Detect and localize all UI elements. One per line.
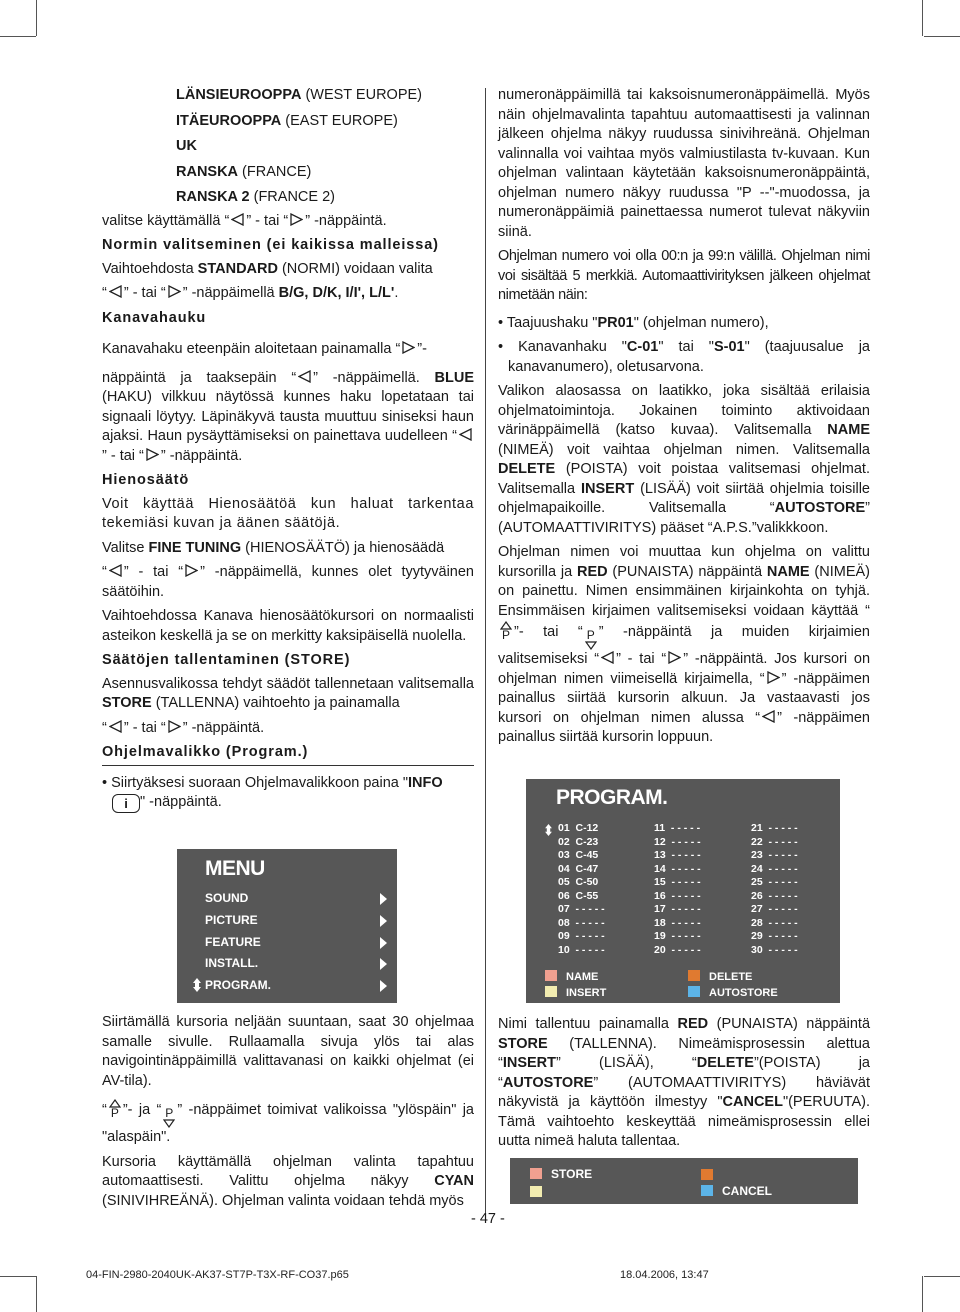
left-triangle-icon — [109, 720, 122, 733]
crop-mark — [36, 1276, 37, 1312]
crop-mark — [0, 1276, 36, 1277]
left-triangle-icon — [109, 564, 122, 577]
fine-tuning-heading: Hienosäätö — [102, 472, 190, 488]
left-column — [102, 86, 474, 818]
fine-tuning-note: Vaihtoehdossa Kanava hienosäätökursori on normaalisti asteikon keskellä ja se on merkitty kaksipäisellä nuolella. — [102, 608, 474, 644]
store-paragraph: Asennusvalikossa tehdyt säädöt tallennetaan valitsemalla STORE (TALLENNA) vaihtoehto ja painamalla — [102, 675, 474, 711]
store-osd-panel — [510, 1158, 858, 1204]
name-length-paragraph: Ohjelman numero voi olla 00:n ja 99:n välillä. Ohjelman nimi voi sisältää 5 merkkiä. Automaattivirityksen jälkeen ohjelmat nimetään näin: — [498, 248, 870, 303]
search-paragraph: Kanavahaku eteenpäin aloitetaan painamalla “ ”- — [102, 341, 427, 357]
search-heading: Kanavahauku — [102, 309, 207, 326]
program-row[interactable]: 17 - - - - - — [654, 903, 701, 915]
naming-bullet-freq: • Taajuushaku "PR01" (ohjelman numero), — [498, 314, 769, 331]
cursor-paragraph: Siirtämällä kursoria neljään suuntaan, saat 30 ohjelmaa samalle sivulle. Rullaamalla sivuja ylös tai alas navigointinäppäimillä valittavanasi on kaikki ohjelmat (ei AV-tila). — [102, 1014, 474, 1089]
yellow-key-swatch — [530, 1186, 542, 1197]
legend-autostore[interactable]: AUTOSTORE — [688, 986, 778, 999]
region-option: ITÄEUROOPPA (EAST EUROPE) — [176, 112, 398, 129]
store-keys: “ ” - tai “ ” -näppäintä. — [102, 719, 265, 736]
program-row[interactable]: 30 - - - - - — [751, 943, 798, 956]
select-instruction: valitse käyttämällä “ ” - tai “ ” -näppäintä. — [102, 212, 387, 229]
right-triangle-icon — [668, 651, 681, 664]
region-option: LÄNSIEUROOPPA (WEST EUROPE) — [176, 87, 422, 103]
selection-paragraph: numeronäppäimillä tai kaksoisnumeronäppäimellä. Myös näin ohjelmavalinta tapahtuu automaattisesti ja valinnan jälkeen ohjelma näkyy ruudussa sinivihreänä. Ohjelman valinnalla voi vaihtaa myös valmiustilasta tv-kuvaan. Kun ohjelman valintaan käytetään kaksoisnumeronäppäintä, ohjelman numero näkyy ruudussa "P --"-muodossa, ja numeronäppäimiä painettaessa numerot tulevat näkyviin siinä. — [498, 87, 870, 240]
left-triangle-icon — [298, 370, 311, 383]
right-triangle-icon — [402, 341, 415, 354]
program-row[interactable]: 19 - - - - - — [654, 930, 701, 942]
menu-arrow-icon — [380, 893, 387, 905]
program-list-column-3 — [751, 822, 798, 957]
program-row[interactable]: 21 - - - - - — [751, 822, 798, 834]
program-row[interactable]: 01 C-12 — [558, 822, 599, 834]
program-up-icon: P — [109, 1099, 121, 1119]
program-row[interactable]: 20 - - - - - — [654, 943, 701, 956]
program-row[interactable]: 03 C-45 — [558, 849, 599, 861]
crop-mark — [0, 36, 36, 37]
cyan-selection-paragraph: Kursoria käyttämällä ohjelman valinta tapahtuu automaattisesti. Valittu ohjelma näkyy CYAN (SINIVIHREÄNÄ). Ohjelman valinta voidaan tehdä myös — [102, 1153, 474, 1209]
legend-name[interactable]: NAME — [545, 970, 598, 983]
left-triangle-icon — [459, 428, 472, 441]
menu-osd-panel — [177, 849, 397, 1003]
region-option: RANSKA (FRANCE) — [176, 163, 312, 180]
program-row[interactable]: 06 C-55 — [558, 889, 599, 902]
menu-item-sound[interactable]: SOUND — [205, 891, 387, 907]
fine-tuning-select: Valitse FINE TUNING (HIENOSÄÄTÖ) ja hienosäädä — [102, 539, 445, 556]
info-button-icon: i — [112, 794, 140, 813]
menu-arrow-icon — [380, 937, 387, 949]
left-triangle-icon — [601, 651, 614, 664]
program-row[interactable]: 04 C-47 — [558, 862, 599, 875]
right-triangle-icon — [290, 213, 303, 226]
menu-osd-title: MENU — [205, 857, 265, 880]
norm-keys-line: “ ” - tai “ ” -näppäimellä B/G, D/K, I/I', L/L'. — [102, 285, 399, 301]
program-row[interactable]: 15 - - - - - — [654, 876, 701, 888]
program-up-icon: P — [500, 621, 512, 641]
program-row[interactable]: 22 - - - - - — [751, 835, 798, 848]
region-option: RANSKA 2 (FRANCE 2) — [176, 189, 335, 205]
column-divider — [485, 88, 486, 1214]
program-row[interactable]: 28 - - - - - — [751, 916, 798, 929]
red-key-swatch — [545, 970, 557, 981]
program-row[interactable]: 25 - - - - - — [751, 876, 798, 888]
footer-filename: 04-FIN-2980-2040UK-AK37-ST7P-T3X-RF-CO37.p65 — [86, 1269, 349, 1281]
menu-item-install[interactable]: INSTALL. — [205, 956, 387, 972]
crop-mark — [924, 1276, 960, 1277]
menu-item-program[interactable]: PROGRAM. — [205, 978, 387, 994]
right-column-lower — [498, 1015, 870, 1157]
left-triangle-icon — [109, 285, 122, 298]
left-triangle-icon — [762, 710, 775, 723]
program-row[interactable]: 27 - - - - - — [751, 903, 798, 915]
legend-cancel[interactable]: CANCEL — [701, 1184, 772, 1198]
footer-date: 18.04.2006, 13:47 — [620, 1269, 709, 1281]
program-row[interactable]: 18 - - - - - — [654, 916, 701, 929]
menu-item-picture[interactable]: PICTURE — [205, 913, 387, 929]
menu-arrow-icon — [380, 915, 387, 927]
program-row[interactable]: 09 - - - - - — [558, 930, 605, 942]
program-row[interactable]: 13 - - - - - — [654, 849, 701, 861]
program-osd-panel — [526, 779, 840, 1003]
crop-mark — [922, 1276, 923, 1312]
program-row[interactable]: 29 - - - - - — [751, 930, 798, 942]
right-column — [498, 86, 870, 753]
menu-arrow-icon — [380, 980, 387, 992]
crop-mark — [922, 0, 923, 36]
program-down-icon: P — [163, 1108, 175, 1128]
naming-bullet-channel: • Kanavanhaku "C-01" tai "S-01" (taajuusalue ja kanavanumero), oletusarvona. — [498, 339, 870, 375]
orange-key-swatch — [688, 970, 700, 981]
program-row[interactable]: 10 - - - - - — [558, 943, 605, 956]
fine-tuning-paragraph: Voit käyttää Hienosäätöä kun haluat tarkentaa tekemiäsi kuvan ja äänen säätöjä. — [102, 495, 474, 531]
program-row[interactable]: 24 - - - - - — [751, 862, 798, 875]
orange-key-swatch — [701, 1169, 713, 1180]
legend-delete[interactable]: DELETE — [688, 970, 752, 983]
program-row[interactable]: 07 - - - - - — [558, 903, 605, 915]
region-option: UK — [176, 138, 197, 154]
right-triangle-icon — [146, 448, 159, 461]
menu-item-feature[interactable]: FEATURE — [205, 935, 387, 951]
search-paragraph-2: näppäintä ja taaksepäin “ ” -näppäimellä. BLUE (HAKU) vilkkuu näytössä kunnes haku lopetataan tai signaali löytyy. Läpinäkyvä tausta muuttuu siniseksi haun ajaksi. Haun pysäyttämiseksi on painettava uudelleen “” - tai “ ” -näppäintä. — [102, 369, 474, 464]
right-triangle-icon — [767, 671, 780, 684]
save-name-paragraph: Nimi tallentuu painamalla RED (PUNAISTA) näppäintä STORE (TALLENNA). Nimeämisprosessin alettua “INSERT” (LISÄÄ), “DELETE”(POISTA) ja “AUTOSTORE” (AUTOMAATTIVIRITYS) häviävät näkyvistä ja käyttöön ilmestyy "CANCEL"(PERUUTA). Tämä vaihtoehto keskeyttää nimeämisprosessin ellei uutta nimeä haluta tallentaa. — [498, 1016, 871, 1149]
program-row[interactable]: 14 - - - - - — [654, 862, 701, 875]
program-menu-bullet: • Siirtyäksesi suoraan Ohjelmavalikkoon paina "INFO i " -näppäintä. — [102, 774, 443, 811]
program-list-column-2 — [654, 822, 701, 957]
left-triangle-icon — [231, 213, 244, 226]
menu-arrow-icon — [380, 958, 387, 970]
left-column-lower — [102, 1013, 474, 1216]
program-menu-heading: Ohjelmavalikko (Program.) — [102, 743, 474, 766]
page-number: - 47 - — [471, 1211, 505, 1227]
program-list-column-1 — [558, 822, 605, 957]
program-row[interactable]: 26 - - - - - — [751, 889, 798, 902]
right-triangle-icon — [185, 564, 198, 577]
program-row[interactable]: 05 C-50 — [558, 876, 599, 888]
red-key-swatch — [530, 1168, 542, 1179]
norm-heading: Normin valitseminen (ei kaikissa malleissa) — [102, 237, 439, 253]
right-triangle-icon — [168, 285, 181, 298]
fine-tuning-keys: “ ” - tai “ ” -näppäimellä, kunnes olet tyytyväinen säätöihin. — [102, 564, 475, 600]
program-row[interactable]: 16 - - - - - — [654, 889, 701, 902]
program-row[interactable]: 23 - - - - - — [751, 849, 798, 861]
up-down-keys-paragraph: “ P ”- ja “ P ” -näppäimet toimivat valikoissa "ylöspäin" ja "alaspäin". — [102, 1099, 474, 1148]
cyan-key-swatch — [701, 1185, 713, 1196]
program-row[interactable]: 12 - - - - - — [654, 835, 701, 848]
crop-mark — [36, 0, 37, 36]
store-heading: Säätöjen tallentaminen (STORE) — [102, 652, 351, 668]
cyan-key-swatch — [688, 986, 700, 997]
legend-insert[interactable]: INSERT — [545, 986, 606, 999]
right-triangle-icon — [168, 720, 181, 733]
yellow-key-swatch — [545, 986, 557, 997]
program-down-icon: P — [585, 630, 597, 650]
functions-paragraph: Valikon alaosassa on laatikko, joka sisältää erilaisia ohjelmatoimintoja. Jokainen toiminto aktivoidaan värinäppäimellä (katso kuvaa). Valitsemalla NAME (NIMEÄ) voit vaihtaa ohjelman nimen. Valitsemalla DELETE (POISTA) voit poistaa valitsemasi ohjelmat. Valitsemalla INSERT (LISÄÄ) voit siirtää ohjelmia toisille ohjelmapaikoille. Valitsemalla “AUTOSTORE” (AUTOMAATTIVIRITYS) pääset “A.P.S.”valikkkoon. — [498, 383, 870, 536]
legend-store[interactable]: STORE — [530, 1167, 592, 1181]
program-row[interactable]: 08 - - - - - — [558, 916, 605, 929]
program-row[interactable]: 11 - - - - - — [654, 822, 701, 834]
program-row[interactable]: 02 C-23 — [558, 835, 599, 848]
norm-paragraph: Vaihtoehdosta STANDARD (NORMI) voidaan valita — [102, 260, 433, 277]
program-osd-title: PROGRAM. — [556, 786, 668, 809]
rename-paragraph: Ohjelman nimen voi muuttaa kun ohjelma on valittu kursorilla ja RED (PUNAISTA) näppäintä NAME (NIMEÄ) on painettu. Nimen ensimmäinen kirjainkohta on tyhjä. Ensimmäisen kirjaimen valitsemiseksi voidaan käyttää “ P ”- tai “ P ” -näppäintä ja muiden kirjaimien valitsemiseksi “ ” - tai “ ” -näppäintä. Jos kursori on ohjelman nimen viimeisellä kirjaimella, “ ” -näppäimen painallus siirtää kursorin alkuun. Ja vastaavasti jos kursori on ohjelman nimen alussa “ ” -näppäimen painallus siirtää kursorin loppuun. — [498, 544, 871, 745]
cursor-arrow-icon — [545, 824, 552, 836]
crop-mark — [924, 36, 960, 37]
cursor-arrow-icon — [193, 978, 201, 992]
